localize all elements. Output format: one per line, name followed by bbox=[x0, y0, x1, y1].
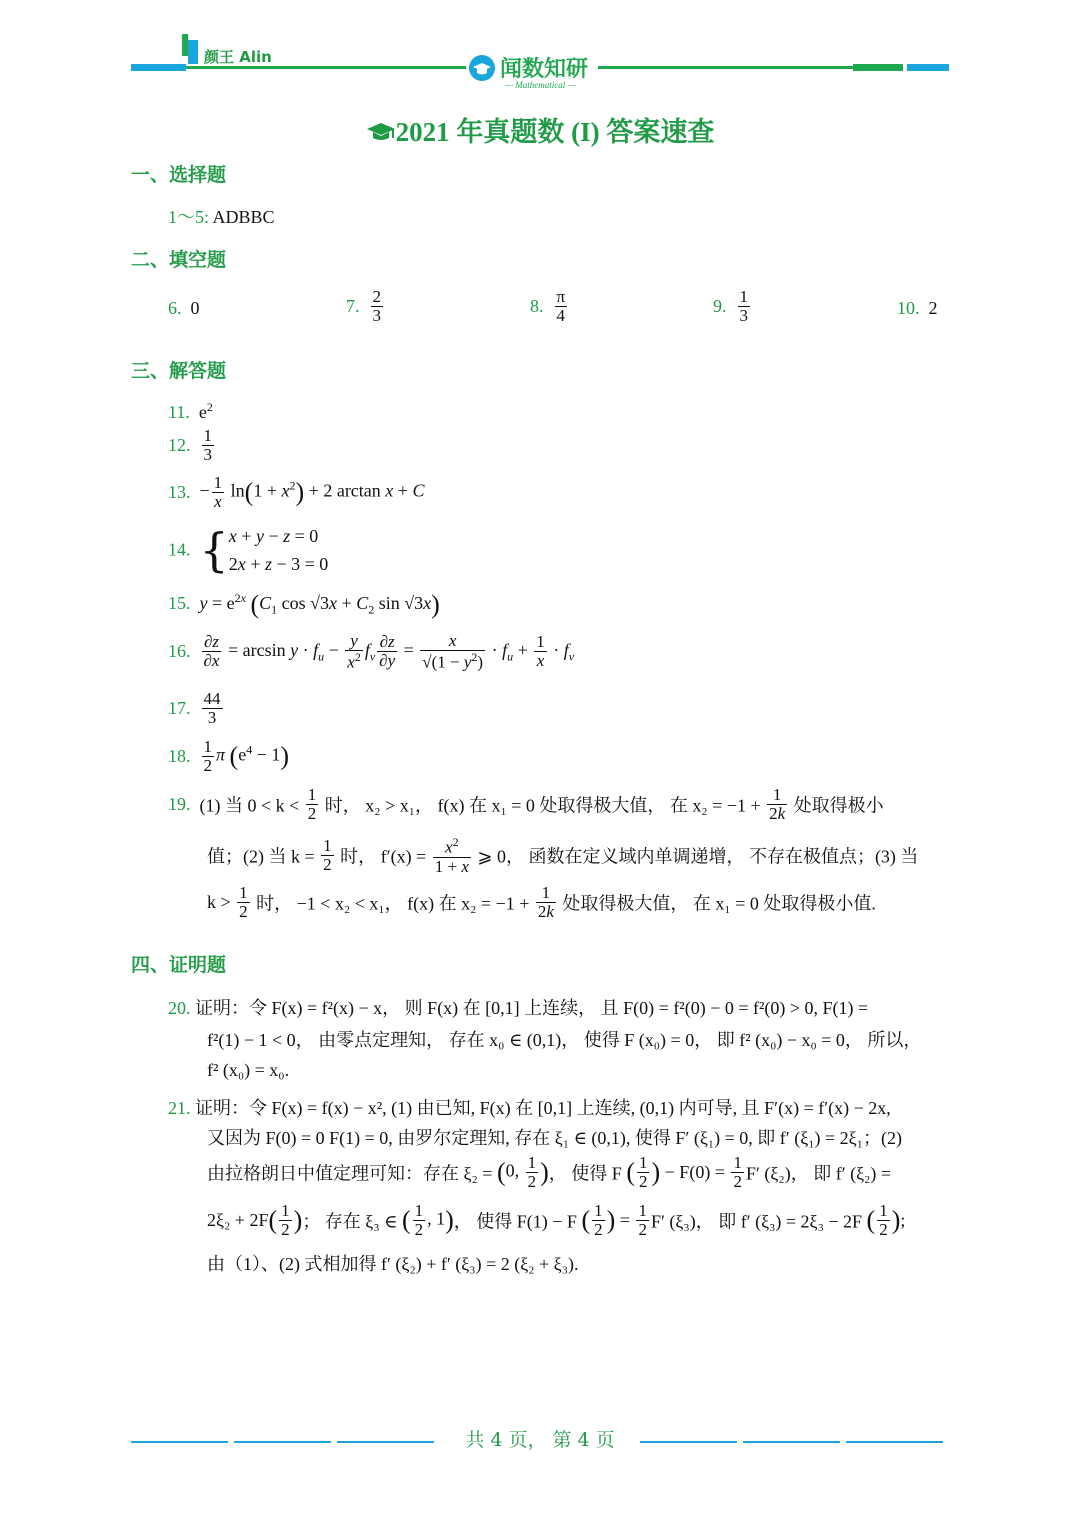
brand-name: 闻数知研 bbox=[500, 57, 589, 82]
answer-21-line-5: 由（1）、(2) 式相加得 f′ (ξ₂) + f′ (ξ₃) = 2 (ξ₂ + ξ₃). bbox=[207, 1254, 579, 1274]
answer-20-line-3: f² (x₀) = x₀. bbox=[207, 1060, 290, 1080]
answer-19-line-1: 19. (1) 当 0 < k < $\frac{1}{2}$ 时， x₂ > x₁， f(x) 在 x₁ = 0 处取得极大值， 在 x₂ = −1 + $\frac{1}{2k}$ 处取得极小 bbox=[168, 785, 884, 823]
choice-answer: 1～5: ADBBC bbox=[168, 207, 275, 227]
answer-14: 14. {x + y − z = 0 2x + z − 3 = 0 bbox=[168, 523, 329, 577]
page-number: 共 4 页， 第 4 页 bbox=[465, 1429, 615, 1451]
section-fill-heading: 二、填空题 bbox=[131, 249, 227, 271]
answer-13: 13. − $\frac{1}{x}$ $\ln(1 + x^2) + 2$ arctan x + C bbox=[168, 473, 425, 511]
section-solution-heading: 三、解答题 bbox=[131, 360, 227, 382]
fill-item-7: 7. $\frac{2}{3}$ bbox=[346, 287, 381, 325]
brand-subtitle: — Mathematical — bbox=[505, 80, 576, 90]
section-choice-heading: 一、选择题 bbox=[131, 164, 227, 186]
fill-item-10: 10. 2 bbox=[897, 298, 938, 318]
fill-item-9: 9. $\frac{1}{3}$ bbox=[713, 287, 748, 325]
answer-19-line-3: k > $\frac{1}{2}$ 时， −1 < x₂ < x₁， f(x) 在 x₂ = −1 + $\frac{1}{2k}$ 处取得极大值， 在 x₁ = 0 处取得极小值. bbox=[207, 883, 876, 921]
section-proof-heading: 四、证明题 bbox=[131, 954, 227, 976]
answer-21-line-3: 由拉格朗日中值定理可知：存在 ξ₂ = (0, $\frac{1}{2}$ )， 使得 F ( $\frac{1}{2}$ ) − F(0) = $\frac{1}{2}$ F′ (ξ₂)， 即 f′ (ξ₂) = bbox=[207, 1153, 892, 1191]
answer-16: 16. $\frac{\partial z}{\partial x}$ = $\arcsin y \cdot f_u$ − $\frac{y}{x^2}$ $f_v$ $\frac{\partial z}{\partial y}$ = $\frac{x}{√(1 - y^2)}$ · $f_u$ + $\frac{1}{x}$ · $f_v$ bbox=[168, 631, 575, 672]
answer-18: 18. $\frac{1}{2}$ π $(e^4 - 1)$ bbox=[168, 737, 290, 775]
answer-20-line-2: f²(1) − 1 < 0， 由零点定理知， 存在 x₀ ∈ (0,1)， 使得 F (x₀) = 0， 即 f² (x₀) − x₀ = 0， 所以， bbox=[207, 1030, 922, 1050]
answer-17: 17. $\frac{44}{3}$ bbox=[168, 689, 221, 727]
answer-11: 11. $e^2$ bbox=[168, 400, 213, 422]
author-label: 颜王 Alin bbox=[204, 48, 272, 66]
answer-21-line-1: 21. 证明：令 F(x) = f(x) − x², (1) 由已知, F(x) 在 [0,1] 上连续, (0,1) 内可导, 且 F′(x) = f′(x) − 2x, bbox=[168, 1098, 891, 1118]
answer-21-line-4: 2ξ₂ + 2F( $\frac{1}{2}$ )； 存在 ξ₃ ∈ ( $\frac{1}{2}$ , 1)， 使得 F(1) − F ( $\frac{1}{2}$ ) = $\frac{1}{2}$ F′ (ξ₃)， 即 f′ (ξ₃) = 2ξ₃ − 2F ( $\frac{1}{2}$ ); bbox=[207, 1201, 906, 1239]
page-title: 2021 年真题数 (I) 答案速查 bbox=[0, 110, 1080, 150]
brand-icon bbox=[468, 54, 496, 87]
answer-20-line-1: 20. 证明：令 F(x) = f²(x) − x， 则 F(x) 在 [0,1] 上连续， 且 F(0) = f²(0) − 0 = f²(0) > 0, F(1) = bbox=[168, 998, 869, 1018]
answer-15: 15. $y = e^{2x}$ ($C_1$ $\cos √3x + C_2$ sin √3x) bbox=[168, 590, 440, 619]
answer-12: 12. $\frac{1}{3}$ bbox=[168, 426, 212, 464]
answer-19-line-2: 值；(2) 当 k = $\frac{1}{2}$ 时， f′(x) = $\frac{x^2}{1 + x}$ ⩾ 0， 函数在定义域内单调递增， 不存在极值点；(3) 当 bbox=[207, 835, 919, 876]
fill-item-8: 8. $\frac{\pi}{4}$ bbox=[530, 287, 566, 325]
answer-21-line-2: 又因为 F(0) = 0 F(1) = 0, 由罗尔定理知, 存在 ξ₁ ∈ (0,1), 使得 F′ (ξ₁) = 0, 即 f′ (ξ₁) = 2ξ₁；(2) bbox=[207, 1128, 902, 1148]
logo-icon bbox=[182, 34, 200, 64]
fill-item-6: 6. 0 bbox=[168, 298, 200, 318]
graduation-cap-icon bbox=[366, 119, 396, 150]
